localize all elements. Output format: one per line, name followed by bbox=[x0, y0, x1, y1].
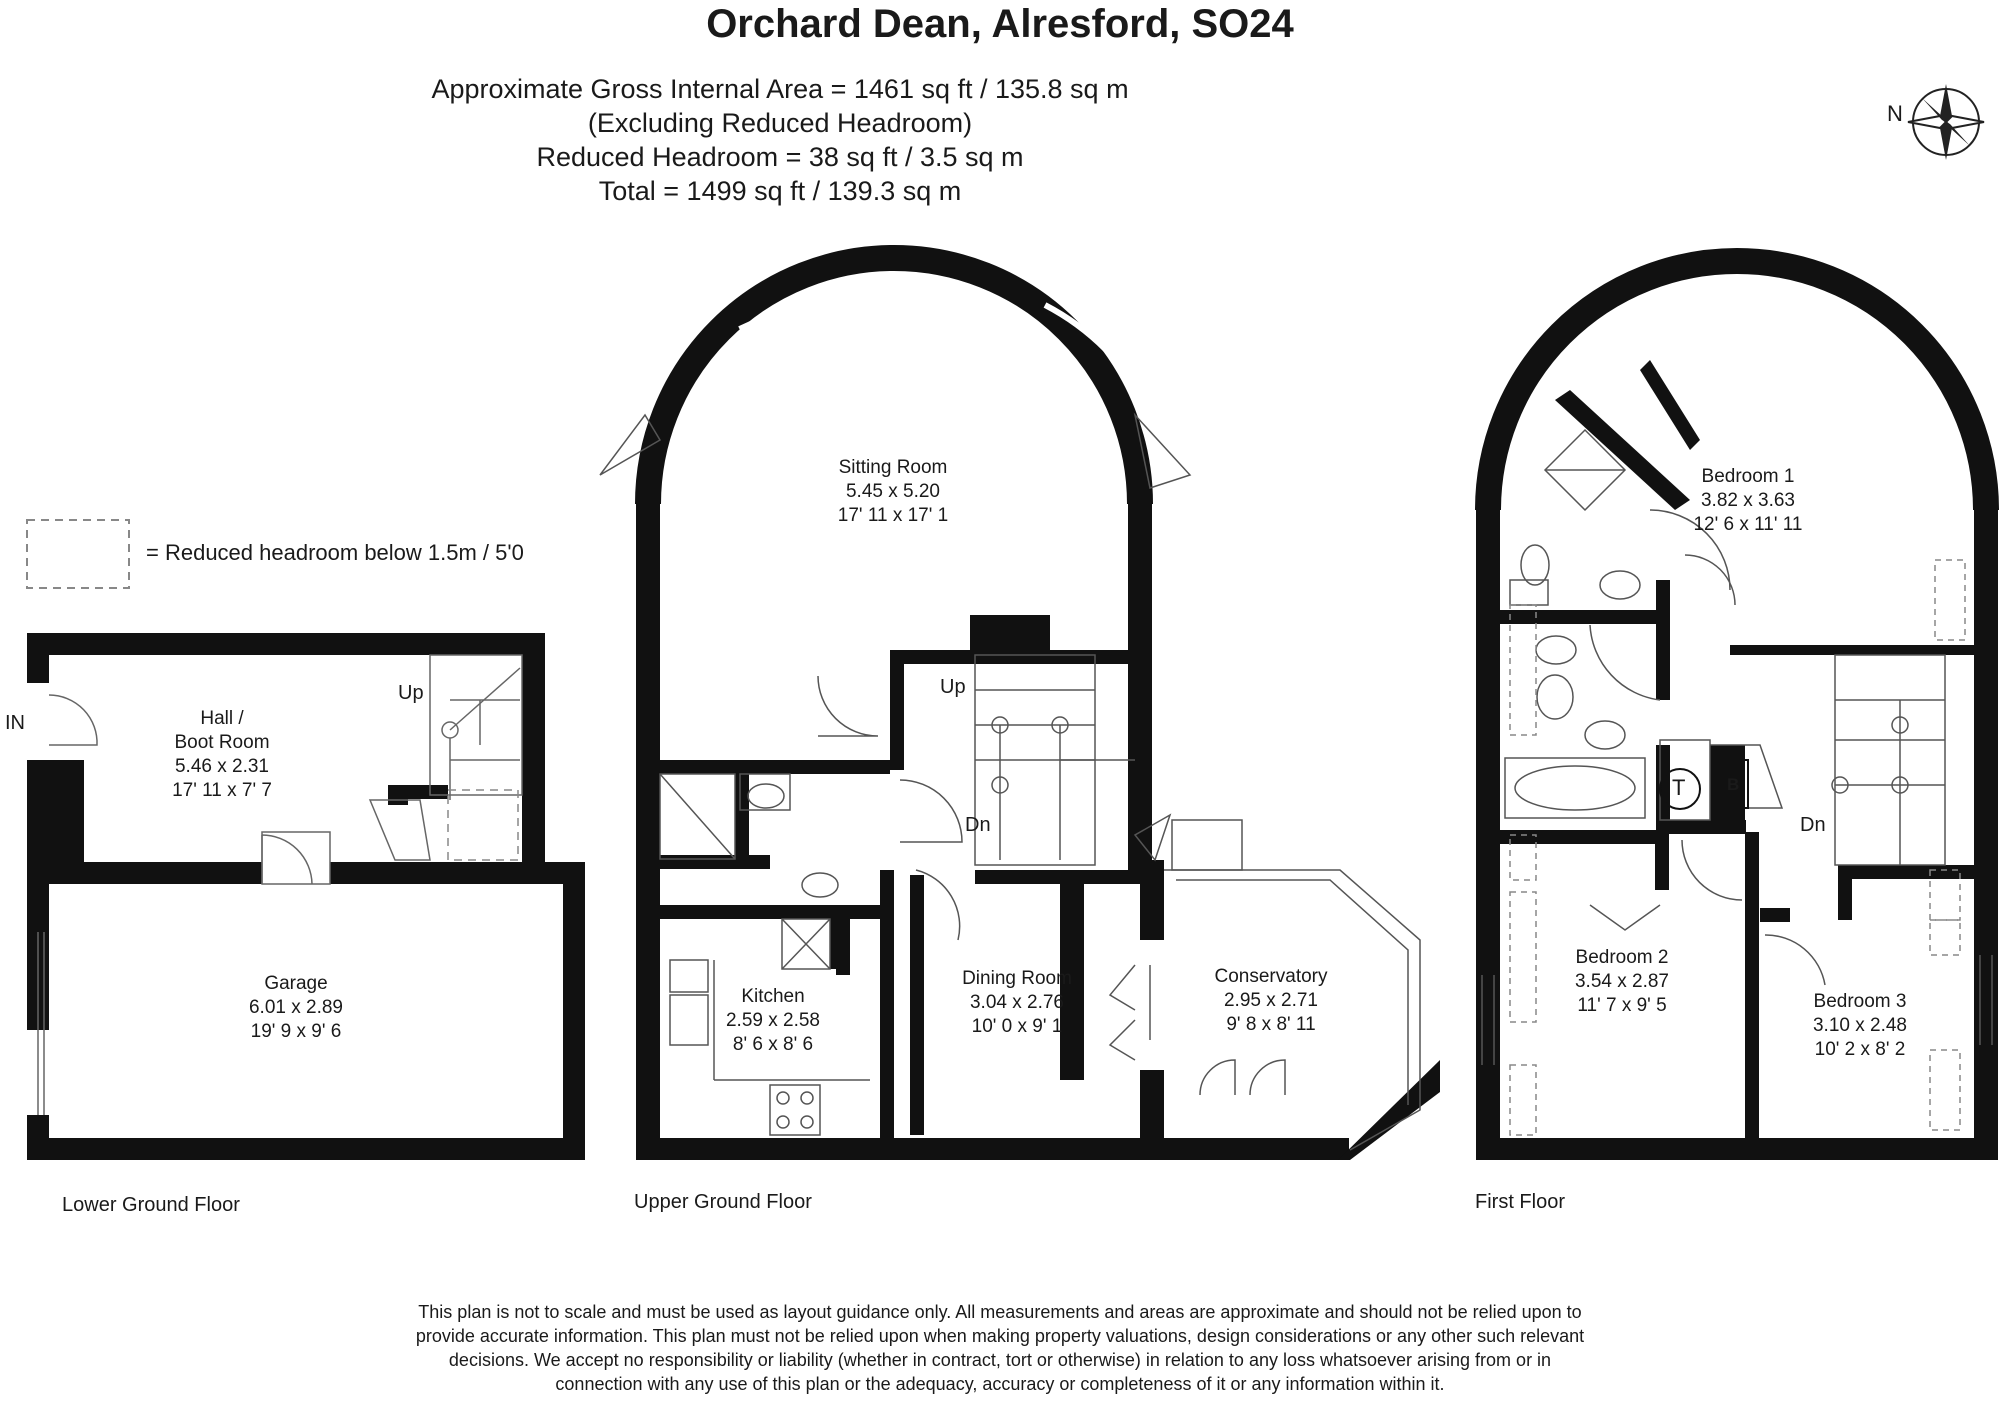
disclaimer-line: This plan is not to scale and must be used as layout guidance only. All measurements and areas are approximate and should not be relied upon to bbox=[418, 1302, 1582, 1322]
room-name: Sitting Room bbox=[838, 457, 948, 478]
room-metric: 5.46 x 2.31 bbox=[174, 756, 270, 777]
compass-north-label: N bbox=[1887, 101, 1903, 126]
room-imperial: 17' 11 x 17' 1 bbox=[837, 505, 949, 526]
room-name: Conservatory bbox=[1214, 966, 1328, 987]
reduced-headroom-legend-box bbox=[27, 520, 129, 588]
stairs-down-marker-upper: Dn bbox=[965, 814, 991, 836]
disclaimer-line: provide accurate information. This plan must not be relied upon when making property valuations, design considerations or any other such relevant bbox=[415, 1326, 1585, 1346]
room-name: Bedroom 2 bbox=[1575, 947, 1669, 968]
room-imperial: 12' 6 x 11' 11 bbox=[1693, 514, 1803, 535]
room-name: Hall / bbox=[200, 708, 244, 729]
plan-title: Orchard Dean, Alresford, SO24 bbox=[706, 2, 1294, 46]
compass-rose-icon bbox=[1908, 84, 1984, 160]
room-metric: 2.59 x 2.58 bbox=[725, 1010, 821, 1031]
room-conservatory bbox=[1215, 965, 1328, 1037]
room-metric: 3.04 x 2.76 bbox=[969, 992, 1065, 1013]
room-garage bbox=[249, 972, 343, 1044]
room-imperial: 17' 11 x 7' 7 bbox=[172, 780, 272, 801]
total-area-line: Total = 1499 sq ft / 139.3 sq m bbox=[598, 176, 962, 206]
room-name: Bedroom 1 bbox=[1701, 466, 1795, 487]
stairs-down-marker-first: Dn bbox=[1800, 814, 1826, 836]
disclaimer-line: decisions. We accept no responsibility or liability (whether in contract, tort or otherwise) in relation to any loss whatsoever arising from or in bbox=[448, 1350, 1552, 1370]
room-hall bbox=[172, 707, 272, 803]
disclaimer-line: connection with any use of this plan or the adequacy, accuracy or completeness of it or any information within it. bbox=[555, 1374, 1445, 1394]
room-metric: 5.45 x 5.20 bbox=[845, 481, 941, 502]
room-kitchen bbox=[726, 985, 820, 1057]
room-dining bbox=[962, 967, 1072, 1039]
boiler-marker: B bbox=[1727, 775, 1740, 794]
legend-text: = Reduced headroom below 1.5m / 5'0 bbox=[146, 540, 524, 565]
room-imperial: 10' 2 x 8' 2 bbox=[1814, 1039, 1906, 1060]
entry-marker: IN bbox=[5, 712, 25, 734]
room-bedroom3 bbox=[1813, 990, 1907, 1062]
room-sitting bbox=[838, 456, 948, 528]
stairs-up-marker-lower: Up bbox=[398, 682, 424, 704]
room-imperial: 19' 9 x 9' 6 bbox=[250, 1021, 342, 1042]
room-metric: 3.82 x 3.63 bbox=[1700, 490, 1796, 511]
room-metric: 3.10 x 2.48 bbox=[1812, 1015, 1908, 1036]
room-bedroom1 bbox=[1693, 465, 1802, 537]
room-name: Garage bbox=[264, 973, 328, 994]
lower-ground-floor-plan bbox=[27, 633, 585, 1160]
room-imperial: 8' 6 x 8' 6 bbox=[732, 1034, 814, 1055]
room-metric: 6.01 x 2.89 bbox=[248, 997, 344, 1018]
reduced-headroom-line: Reduced Headroom = 38 sq ft / 3.5 sq m bbox=[536, 142, 1024, 172]
room-name: Boot Room bbox=[174, 732, 270, 753]
floor-label-lower-ground: Lower Ground Floor bbox=[62, 1194, 240, 1216]
room-metric: 2.95 x 2.71 bbox=[1223, 990, 1319, 1011]
water-tank-marker: T bbox=[1672, 775, 1686, 800]
room-name: Dining Room bbox=[962, 968, 1072, 989]
room-imperial: 10' 0 x 9' 1 bbox=[971, 1016, 1063, 1037]
stairs-up-marker-upper: Up bbox=[940, 676, 966, 698]
excluding-line: (Excluding Reduced Headroom) bbox=[587, 108, 973, 138]
room-name: Bedroom 3 bbox=[1813, 991, 1907, 1012]
room-bedroom2 bbox=[1575, 946, 1669, 1018]
disclaimer bbox=[0, 1300, 2000, 1396]
gross-area-line: Approximate Gross Internal Area = 1461 sq ft / 135.8 sq m bbox=[431, 74, 1129, 104]
floor-label-upper-ground: Upper Ground Floor bbox=[634, 1191, 812, 1213]
room-imperial: 11' 7 x 9' 5 bbox=[1577, 995, 1667, 1016]
room-metric: 3.54 x 2.87 bbox=[1574, 971, 1670, 992]
floor-label-first: First Floor bbox=[1475, 1191, 1565, 1213]
room-name: Kitchen bbox=[741, 986, 805, 1007]
room-imperial: 9' 8 x 8' 11 bbox=[1226, 1014, 1316, 1035]
